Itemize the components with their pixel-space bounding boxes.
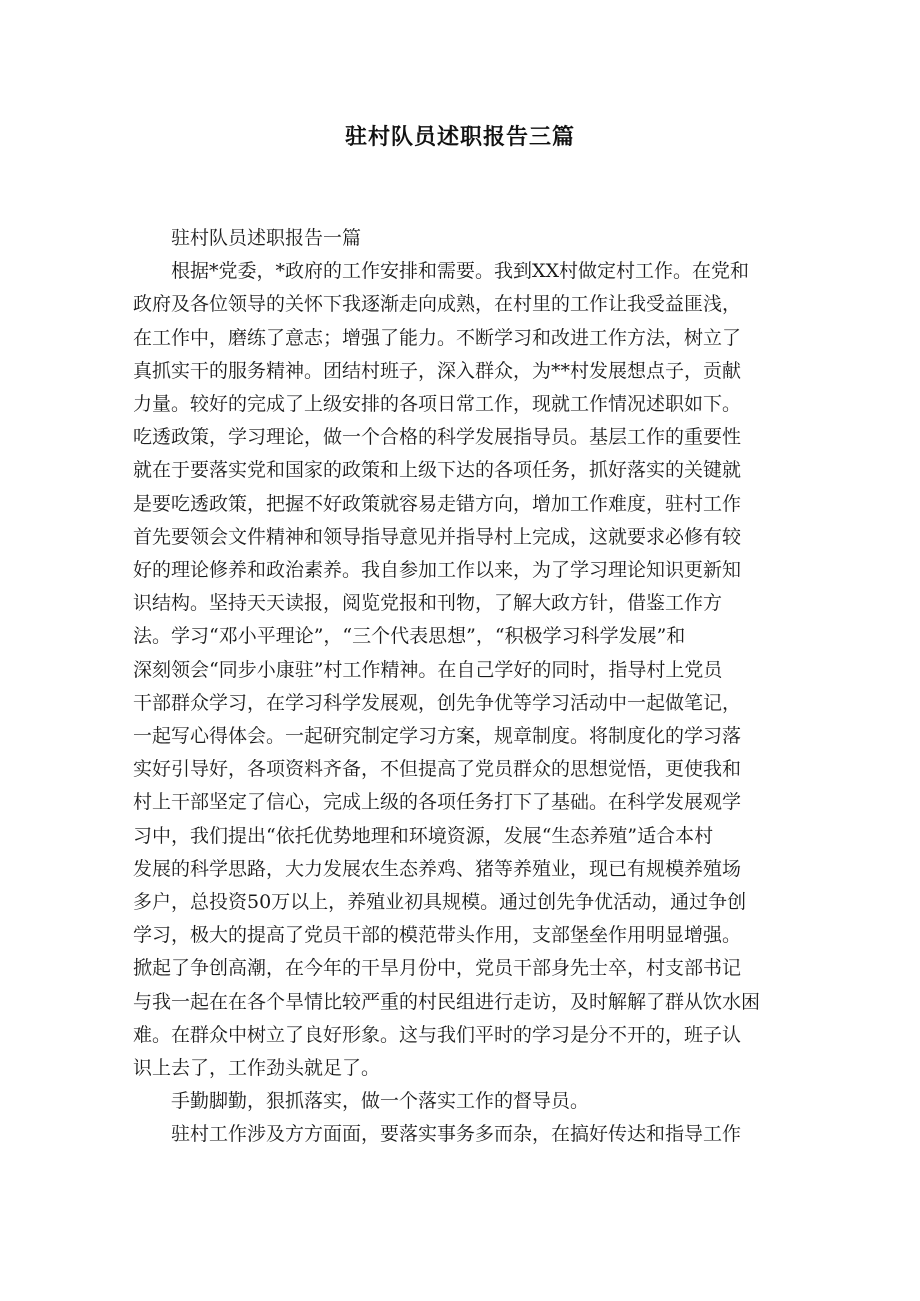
- body-line: 多户，总投资50万以上，养殖业初具规模。通过创先争优活动，通过争创: [133, 891, 747, 914]
- body-line: 深刻领会“同步小康驻”村工作精神。在自己学好的同时，指导村上党员: [133, 658, 723, 681]
- section-heading: 驻村队员述职报告一篇: [171, 227, 362, 249]
- body-line: 是要吃透政策，把握不好政策就容易走错方向，增加工作难度，驻村工作: [133, 492, 742, 515]
- body-line: 一起写心得体会。一起研究制定学习方案，规章制度。将制度化的学习落: [133, 725, 742, 748]
- body-line: 就在于要落实党和国家的政策和上级下达的各项任务，抓好落实的关键就: [133, 459, 742, 482]
- body-line: 真抓实干的服务精神。团结村班子，深入群众，为**村发展想点子，贡献: [133, 359, 742, 382]
- body-line: 实好引导好，各项资料齐备，不但提高了党员群众的思想觉悟，更使我和: [133, 758, 742, 781]
- body-line: 难。在群众中树立了良好形象。这与我们平时的学习是分不开的，班子认: [133, 1023, 742, 1046]
- body-line: 村上干部坚定了信心，完成上级的各项任务打下了基础。在科学发展观学: [133, 791, 742, 814]
- document-title: 驻村队员述职报告三篇: [344, 125, 575, 150]
- body-line: 干部群众学习，在学习科学发展观，创先争优等学习活动中一起做笔记，: [133, 691, 742, 714]
- section-heading: 手勤脚勤，狠抓落实，做一个落实工作的督导员。: [171, 1090, 590, 1113]
- body-line: 吃透政策，学习理论，做一个合格的科学发展指导员。基层工作的重要性: [133, 426, 742, 449]
- document-body: [133, 222, 783, 1152]
- body-line: 驻村工作涉及方方面面，要落实事务多而杂，在搞好传达和指导工作: [171, 1123, 742, 1146]
- body-line: 好的理论修养和政治素养。我自参加工作以来，为了学习理论知识更新知: [133, 559, 742, 582]
- body-line: 识结构。坚持天天读报，阅览党报和刊物，了解大政方针，借鉴工作方: [133, 592, 723, 615]
- body-line: 识上去了，工作劲头就足了。: [133, 1057, 381, 1080]
- body-line: 首先要领会文件精神和领导指导意见并指导村上完成，这就要求必修有较: [133, 525, 742, 548]
- body-line: 习中，我们提出“依托优势地理和环境资源，发展“生态养殖”适合本村: [133, 824, 714, 847]
- body-line: 学习，极大的提高了党员干部的模范带头作用，支部堡垒作用明显增强。: [133, 924, 742, 947]
- body-line: 力量。较好的完成了上级安排的各项日常工作，现就工作情况述职如下。: [133, 393, 742, 416]
- body-line: 政府及各位领导的关怀下我逐渐走向成熟，在村里的工作让我受益匪浅，: [133, 293, 742, 316]
- body-line: 掀起了争创高潮，在今年的干旱月份中，党员干部身先士卒，村支部书记: [133, 957, 742, 980]
- body-line: 与我一起在在各个旱情比较严重的村民组进行走访，及时解解了群从饮水困: [133, 990, 761, 1013]
- body-line: 在工作中，磨练了意志；增强了能力。不断学习和改进工作方法，树立了: [133, 326, 742, 349]
- body-line: 法。学习“邓小平理论”，“三个代表思想”，“积极学习科学发展”和: [133, 625, 686, 648]
- body-line: 根据*党委，*政府的工作安排和需要。我到XX村做定村工作。在党和: [171, 260, 750, 283]
- body-line: 发展的科学思路，大力发展农生态养鸡、猪等养殖业，现已有规模养殖场: [133, 857, 742, 880]
